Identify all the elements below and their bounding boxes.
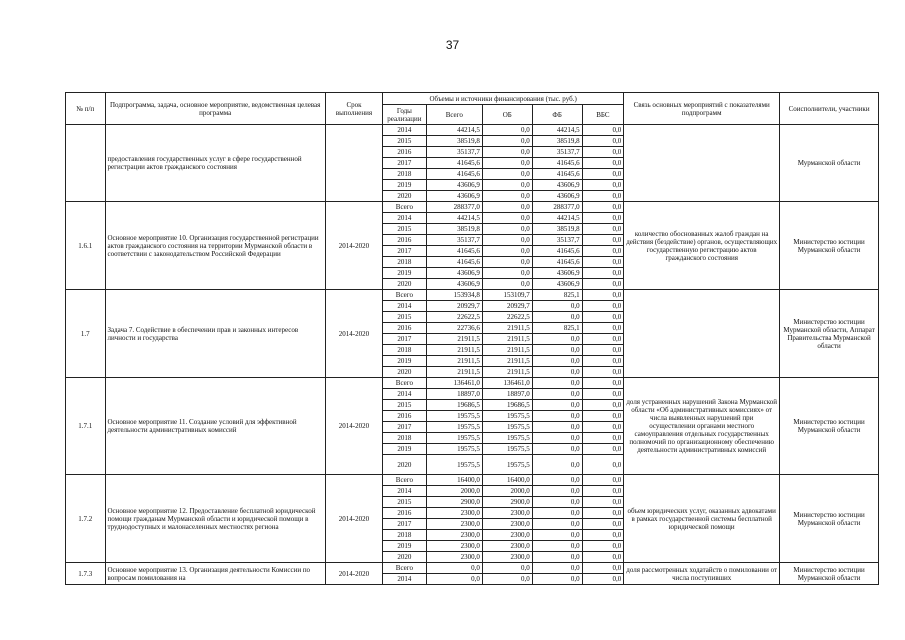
amount-cell: 19575,5 bbox=[426, 455, 482, 475]
row-number: 1.7.1 bbox=[66, 378, 106, 475]
row-term: 2014-2020 bbox=[325, 202, 382, 290]
year-cell: 2014 bbox=[383, 125, 427, 136]
page-number: 37 bbox=[445, 38, 460, 52]
amount-cell: 2300,0 bbox=[482, 541, 532, 552]
amount-cell: 0,0 bbox=[482, 125, 532, 136]
amount-cell: 0,0 bbox=[582, 356, 624, 367]
partners-cell: Министерство юстиции Мурманской области bbox=[780, 563, 879, 585]
amount-cell: 0,0 bbox=[582, 574, 624, 585]
amount-cell: 288377,0 bbox=[532, 202, 582, 213]
amount-cell: 21911,5 bbox=[482, 356, 532, 367]
amount-cell: 2300,0 bbox=[482, 508, 532, 519]
amount-cell: 288377,0 bbox=[426, 202, 482, 213]
year-cell: 2019 bbox=[383, 541, 427, 552]
indicator-link: количество обоснованных жалоб граждан на действия (бездействие) органов, осуществляющих государственную регистрацию актов гражданского состояния bbox=[624, 202, 780, 290]
amount-cell: 0,0 bbox=[582, 411, 624, 422]
table-row bbox=[66, 290, 879, 301]
amount-cell: 21911,5 bbox=[482, 334, 532, 345]
amount-cell: 0,0 bbox=[426, 563, 482, 574]
amount-cell: 38519,8 bbox=[426, 224, 482, 235]
amount-cell: 0,0 bbox=[582, 268, 624, 279]
amount-cell: 2300,0 bbox=[426, 541, 482, 552]
amount-cell: 19686,5 bbox=[426, 400, 482, 411]
amount-cell: 2300,0 bbox=[426, 508, 482, 519]
amount-cell: 0,0 bbox=[582, 422, 624, 433]
amount-cell: 0,0 bbox=[532, 541, 582, 552]
year-cell: 2016 bbox=[383, 235, 427, 246]
indicator-link: доля рассмотренных ходатайств о помиловании от числа поступивших bbox=[624, 563, 780, 585]
amount-cell: 19575,5 bbox=[426, 433, 482, 444]
amount-cell: 16400,0 bbox=[482, 475, 532, 486]
amount-cell: 0,0 bbox=[532, 411, 582, 422]
amount-cell: 18897,0 bbox=[482, 389, 532, 400]
amount-cell: 35137,7 bbox=[426, 147, 482, 158]
amount-cell: 43606,9 bbox=[532, 268, 582, 279]
amount-cell: 0,0 bbox=[482, 136, 532, 147]
indicator-link: доля устраненных нарушений Закона Мурманской области «Об административных комиссиях» от числа выявленных нарушений при осуществлении органами местного самоуправления отдельных государственных полномочий по организационному обеспечению деятельности административных комиссий bbox=[624, 378, 780, 475]
partners-cell: Министерство юстиции Мурманской области bbox=[780, 475, 879, 563]
amount-cell: 0,0 bbox=[532, 345, 582, 356]
amount-cell: 19575,5 bbox=[482, 411, 532, 422]
year-cell: 2020 bbox=[383, 367, 427, 378]
row-number: 1.7.2 bbox=[66, 475, 106, 563]
amount-cell: 0,0 bbox=[582, 530, 624, 541]
amount-cell: 0,0 bbox=[582, 345, 624, 356]
table-row bbox=[66, 475, 879, 486]
amount-cell: 21911,5 bbox=[482, 323, 532, 334]
amount-cell: 21911,5 bbox=[426, 334, 482, 345]
amount-cell: 16400,0 bbox=[426, 475, 482, 486]
year-cell: 2020 bbox=[383, 279, 427, 290]
amount-cell: 0,0 bbox=[582, 497, 624, 508]
amount-cell: 35137,7 bbox=[426, 235, 482, 246]
amount-cell: 0,0 bbox=[532, 301, 582, 312]
amount-cell: 0,0 bbox=[582, 147, 624, 158]
year-cell: 2015 bbox=[383, 497, 427, 508]
amount-cell: 0,0 bbox=[582, 389, 624, 400]
amount-cell: 41645,6 bbox=[532, 158, 582, 169]
amount-cell: 0,0 bbox=[532, 367, 582, 378]
amount-cell: 0,0 bbox=[582, 475, 624, 486]
year-cell: 2015 bbox=[383, 136, 427, 147]
row-number: 1.6.1 bbox=[66, 202, 106, 290]
header-years: Годы реализации bbox=[383, 105, 427, 125]
amount-cell: 38519,8 bbox=[426, 136, 482, 147]
amount-cell: 22622,5 bbox=[482, 312, 532, 323]
amount-cell: 2300,0 bbox=[482, 519, 532, 530]
header-total: Всего bbox=[426, 105, 482, 125]
table-row bbox=[66, 563, 879, 574]
amount-cell: 0,0 bbox=[532, 519, 582, 530]
amount-cell: 19575,5 bbox=[482, 455, 532, 475]
amount-cell: 0,0 bbox=[532, 334, 582, 345]
amount-cell: 0,0 bbox=[582, 279, 624, 290]
table-row bbox=[66, 202, 879, 213]
amount-cell: 2300,0 bbox=[482, 530, 532, 541]
amount-cell: 0,0 bbox=[582, 312, 624, 323]
amount-cell: 19575,5 bbox=[482, 444, 532, 455]
amount-cell: 0,0 bbox=[482, 257, 532, 268]
amount-cell: 43606,9 bbox=[532, 191, 582, 202]
amount-cell: 0,0 bbox=[582, 246, 624, 257]
amount-cell: 44214,5 bbox=[426, 213, 482, 224]
program-title: Основное мероприятие 11. Создание условий для эффективной деятельности административных комиссий bbox=[105, 378, 325, 475]
year-cell: 2017 bbox=[383, 519, 427, 530]
amount-cell: 2300,0 bbox=[482, 552, 532, 563]
amount-cell: 0,0 bbox=[532, 378, 582, 389]
year-cell: Всего bbox=[383, 202, 427, 213]
row-term bbox=[325, 125, 382, 202]
row-term: 2014-2020 bbox=[325, 378, 382, 475]
indicator-link: объем юридических услуг, оказанных адвокатами в рамках государственной системы бесплатной юридической помощи bbox=[624, 475, 780, 563]
amount-cell: 19686,5 bbox=[482, 400, 532, 411]
partners-cell: Министерство юстиции Мурманской области bbox=[780, 202, 879, 290]
year-cell: 2017 bbox=[383, 422, 427, 433]
amount-cell: 43606,9 bbox=[532, 180, 582, 191]
amount-cell: 2000,0 bbox=[426, 486, 482, 497]
amount-cell: 0,0 bbox=[582, 180, 624, 191]
amount-cell: 0,0 bbox=[482, 224, 532, 235]
indicator-link bbox=[624, 125, 780, 202]
row-number bbox=[66, 125, 106, 202]
table-row bbox=[66, 378, 879, 389]
year-cell: 2018 bbox=[383, 530, 427, 541]
amount-cell: 0,0 bbox=[582, 202, 624, 213]
program-title: Задача 7. Содействие в обеспечении прав и законных интересов личности и государства bbox=[105, 290, 325, 378]
amount-cell: 41645,6 bbox=[532, 257, 582, 268]
amount-cell: 0,0 bbox=[582, 508, 624, 519]
year-cell: 2020 bbox=[383, 455, 427, 475]
year-cell: 2015 bbox=[383, 224, 427, 235]
amount-cell: 0,0 bbox=[482, 563, 532, 574]
amount-cell: 0,0 bbox=[482, 202, 532, 213]
amount-cell: 19575,5 bbox=[426, 422, 482, 433]
amount-cell: 0,0 bbox=[482, 169, 532, 180]
year-cell: 2015 bbox=[383, 400, 427, 411]
amount-cell: 0,0 bbox=[482, 235, 532, 246]
amount-cell: 0,0 bbox=[482, 213, 532, 224]
year-cell: 2020 bbox=[383, 191, 427, 202]
amount-cell: 0,0 bbox=[582, 158, 624, 169]
amount-cell: 0,0 bbox=[582, 224, 624, 235]
year-cell: 2014 bbox=[383, 389, 427, 400]
header-program: Подпрограмма, задача, основное мероприятие, ведомственная целевая программа bbox=[105, 93, 325, 125]
table-row bbox=[66, 125, 879, 136]
amount-cell: 0,0 bbox=[482, 268, 532, 279]
amount-cell: 2900,0 bbox=[426, 497, 482, 508]
amount-cell: 0,0 bbox=[582, 433, 624, 444]
amount-cell: 0,0 bbox=[582, 257, 624, 268]
amount-cell: 0,0 bbox=[482, 574, 532, 585]
amount-cell: 0,0 bbox=[482, 158, 532, 169]
year-cell: 2018 bbox=[383, 345, 427, 356]
year-cell: 2014 bbox=[383, 486, 427, 497]
header-vbs: ВБС bbox=[582, 105, 624, 125]
amount-cell: 43606,9 bbox=[532, 279, 582, 290]
amount-cell: 136461,0 bbox=[482, 378, 532, 389]
year-cell: 2019 bbox=[383, 444, 427, 455]
amount-cell: 0,0 bbox=[532, 497, 582, 508]
row-number: 1.7 bbox=[66, 290, 106, 378]
row-term: 2014-2020 bbox=[325, 475, 382, 563]
year-cell: 2019 bbox=[383, 180, 427, 191]
amount-cell: 0,0 bbox=[532, 356, 582, 367]
amount-cell: 19575,5 bbox=[426, 411, 482, 422]
amount-cell: 0,0 bbox=[582, 323, 624, 334]
amount-cell: 19575,5 bbox=[426, 444, 482, 455]
amount-cell: 22622,5 bbox=[426, 312, 482, 323]
amount-cell: 0,0 bbox=[532, 475, 582, 486]
header-term: Срок выполнения bbox=[325, 93, 382, 125]
amount-cell: 0,0 bbox=[426, 574, 482, 585]
amount-cell: 0,0 bbox=[482, 246, 532, 257]
amount-cell: 0,0 bbox=[582, 191, 624, 202]
amount-cell: 41645,6 bbox=[532, 169, 582, 180]
partners-cell: Министерство юстиции Мурманской области, Аппарат Правительства Мурманской области bbox=[780, 290, 879, 378]
amount-cell: 19575,5 bbox=[482, 422, 532, 433]
year-cell: 2018 bbox=[383, 257, 427, 268]
amount-cell: 19575,5 bbox=[482, 433, 532, 444]
amount-cell: 21911,5 bbox=[426, 345, 482, 356]
amount-cell: 41645,6 bbox=[426, 169, 482, 180]
partners-cell: Министерство юстиции Мурманской области bbox=[780, 378, 879, 475]
amount-cell: 0,0 bbox=[532, 422, 582, 433]
amount-cell: 0,0 bbox=[482, 180, 532, 191]
amount-cell: 0,0 bbox=[582, 213, 624, 224]
amount-cell: 38519,8 bbox=[532, 224, 582, 235]
program-title: предоставления государственных услуг в сфере государственной регистрации актов гражданского состояния bbox=[105, 125, 325, 202]
amount-cell: 44214,5 bbox=[532, 125, 582, 136]
amount-cell: 0,0 bbox=[532, 433, 582, 444]
year-cell: 2016 bbox=[383, 147, 427, 158]
amount-cell: 0,0 bbox=[582, 136, 624, 147]
amount-cell: 0,0 bbox=[582, 169, 624, 180]
amount-cell: 0,0 bbox=[532, 552, 582, 563]
amount-cell: 0,0 bbox=[532, 444, 582, 455]
year-cell: 2014 bbox=[383, 213, 427, 224]
amount-cell: 0,0 bbox=[582, 455, 624, 475]
amount-cell: 0,0 bbox=[582, 552, 624, 563]
year-cell: 2016 bbox=[383, 411, 427, 422]
amount-cell: 2900,0 bbox=[482, 497, 532, 508]
amount-cell: 41645,6 bbox=[426, 246, 482, 257]
amount-cell: 18897,0 bbox=[426, 389, 482, 400]
year-cell: 2016 bbox=[383, 508, 427, 519]
amount-cell: 41645,6 bbox=[426, 257, 482, 268]
partners-cell: Мурманской области bbox=[780, 125, 879, 202]
amount-cell: 0,0 bbox=[532, 486, 582, 497]
amount-cell: 35137,7 bbox=[532, 235, 582, 246]
year-cell: 2018 bbox=[383, 433, 427, 444]
amount-cell: 38519,8 bbox=[532, 136, 582, 147]
amount-cell: 41645,6 bbox=[532, 246, 582, 257]
amount-cell: 0,0 bbox=[582, 125, 624, 136]
amount-cell: 43606,9 bbox=[426, 268, 482, 279]
amount-cell: 0,0 bbox=[532, 312, 582, 323]
amount-cell: 44214,5 bbox=[426, 125, 482, 136]
amount-cell: 0,0 bbox=[582, 367, 624, 378]
row-term: 2014-2020 bbox=[325, 290, 382, 378]
header-funding-group: Объемы и источники финансирования (тыс. руб.) bbox=[383, 93, 624, 105]
header-no: № п/п bbox=[66, 93, 106, 125]
amount-cell: 0,0 bbox=[582, 400, 624, 411]
program-title: Основное мероприятие 10. Организация государственной регистрации актов гражданского состояния на территории Мурманской области в соответствии с законодательством Российской Федерации bbox=[105, 202, 325, 290]
amount-cell: 2300,0 bbox=[426, 552, 482, 563]
year-cell: Всего bbox=[383, 475, 427, 486]
header-fb: ФБ bbox=[532, 105, 582, 125]
amount-cell: 0,0 bbox=[482, 279, 532, 290]
year-cell: 2017 bbox=[383, 334, 427, 345]
amount-cell: 22736,6 bbox=[426, 323, 482, 334]
amount-cell: 0,0 bbox=[582, 290, 624, 301]
year-cell: 2019 bbox=[383, 356, 427, 367]
header-link: Связь основных мероприятий с показателями подпрограмм bbox=[624, 93, 780, 125]
year-cell: 2016 bbox=[383, 323, 427, 334]
amount-cell: 21911,5 bbox=[426, 367, 482, 378]
amount-cell: 21911,5 bbox=[482, 367, 532, 378]
amount-cell: 20929,7 bbox=[426, 301, 482, 312]
amount-cell: 0,0 bbox=[532, 574, 582, 585]
year-cell: 2014 bbox=[383, 301, 427, 312]
amount-cell: 2300,0 bbox=[426, 519, 482, 530]
amount-cell: 0,0 bbox=[532, 400, 582, 411]
header-partners: Соисполнители, участники bbox=[780, 93, 879, 125]
amount-cell: 21911,5 bbox=[482, 345, 532, 356]
amount-cell: 20929,7 bbox=[482, 301, 532, 312]
year-cell: Всего bbox=[383, 290, 427, 301]
amount-cell: 35137,7 bbox=[532, 147, 582, 158]
amount-cell: 0,0 bbox=[582, 334, 624, 345]
year-cell: 2015 bbox=[383, 312, 427, 323]
amount-cell: 0,0 bbox=[482, 147, 532, 158]
row-number: 1.7.3 bbox=[66, 563, 106, 585]
header-ob: ОБ bbox=[482, 105, 532, 125]
amount-cell: 43606,9 bbox=[426, 191, 482, 202]
amount-cell: 0,0 bbox=[582, 563, 624, 574]
amount-cell: 0,0 bbox=[532, 455, 582, 475]
year-cell: 2019 bbox=[383, 268, 427, 279]
amount-cell: 0,0 bbox=[532, 508, 582, 519]
amount-cell: 0,0 bbox=[582, 541, 624, 552]
amount-cell: 2000,0 bbox=[482, 486, 532, 497]
year-cell: Всего bbox=[383, 563, 427, 574]
year-cell: 2014 bbox=[383, 574, 427, 585]
indicator-link bbox=[624, 290, 780, 378]
year-cell: Всего bbox=[383, 378, 427, 389]
amount-cell: 825,1 bbox=[532, 323, 582, 334]
amount-cell: 0,0 bbox=[532, 530, 582, 541]
amount-cell: 825,1 bbox=[532, 290, 582, 301]
amount-cell: 0,0 bbox=[482, 191, 532, 202]
amount-cell: 44214,5 bbox=[532, 213, 582, 224]
table-body bbox=[66, 125, 879, 585]
year-cell: 2018 bbox=[383, 169, 427, 180]
amount-cell: 0,0 bbox=[582, 444, 624, 455]
amount-cell: 0,0 bbox=[582, 519, 624, 530]
amount-cell: 0,0 bbox=[582, 301, 624, 312]
funding-table bbox=[65, 92, 879, 585]
amount-cell: 153109,7 bbox=[482, 290, 532, 301]
amount-cell: 21911,5 bbox=[426, 356, 482, 367]
row-term: 2014-2020 bbox=[325, 563, 382, 585]
program-title: Основное мероприятие 12. Предоставление бесплатной юридической помощи гражданам Мурманской области и юридической помощи в труднодоступных и малонаселенных местностях региона bbox=[105, 475, 325, 563]
amount-cell: 0,0 bbox=[532, 563, 582, 574]
amount-cell: 41645,6 bbox=[426, 158, 482, 169]
amount-cell: 43606,9 bbox=[426, 180, 482, 191]
amount-cell: 153934,8 bbox=[426, 290, 482, 301]
amount-cell: 0,0 bbox=[582, 235, 624, 246]
year-cell: 2017 bbox=[383, 246, 427, 257]
year-cell: 2020 bbox=[383, 552, 427, 563]
amount-cell: 0,0 bbox=[582, 378, 624, 389]
amount-cell: 43606,9 bbox=[426, 279, 482, 290]
program-title: Основное мероприятие 13. Организация деятельности Комиссии по вопросам помилования на bbox=[105, 563, 325, 585]
amount-cell: 2300,0 bbox=[426, 530, 482, 541]
amount-cell: 136461,0 bbox=[426, 378, 482, 389]
amount-cell: 0,0 bbox=[532, 389, 582, 400]
amount-cell: 0,0 bbox=[582, 486, 624, 497]
year-cell: 2017 bbox=[383, 158, 427, 169]
